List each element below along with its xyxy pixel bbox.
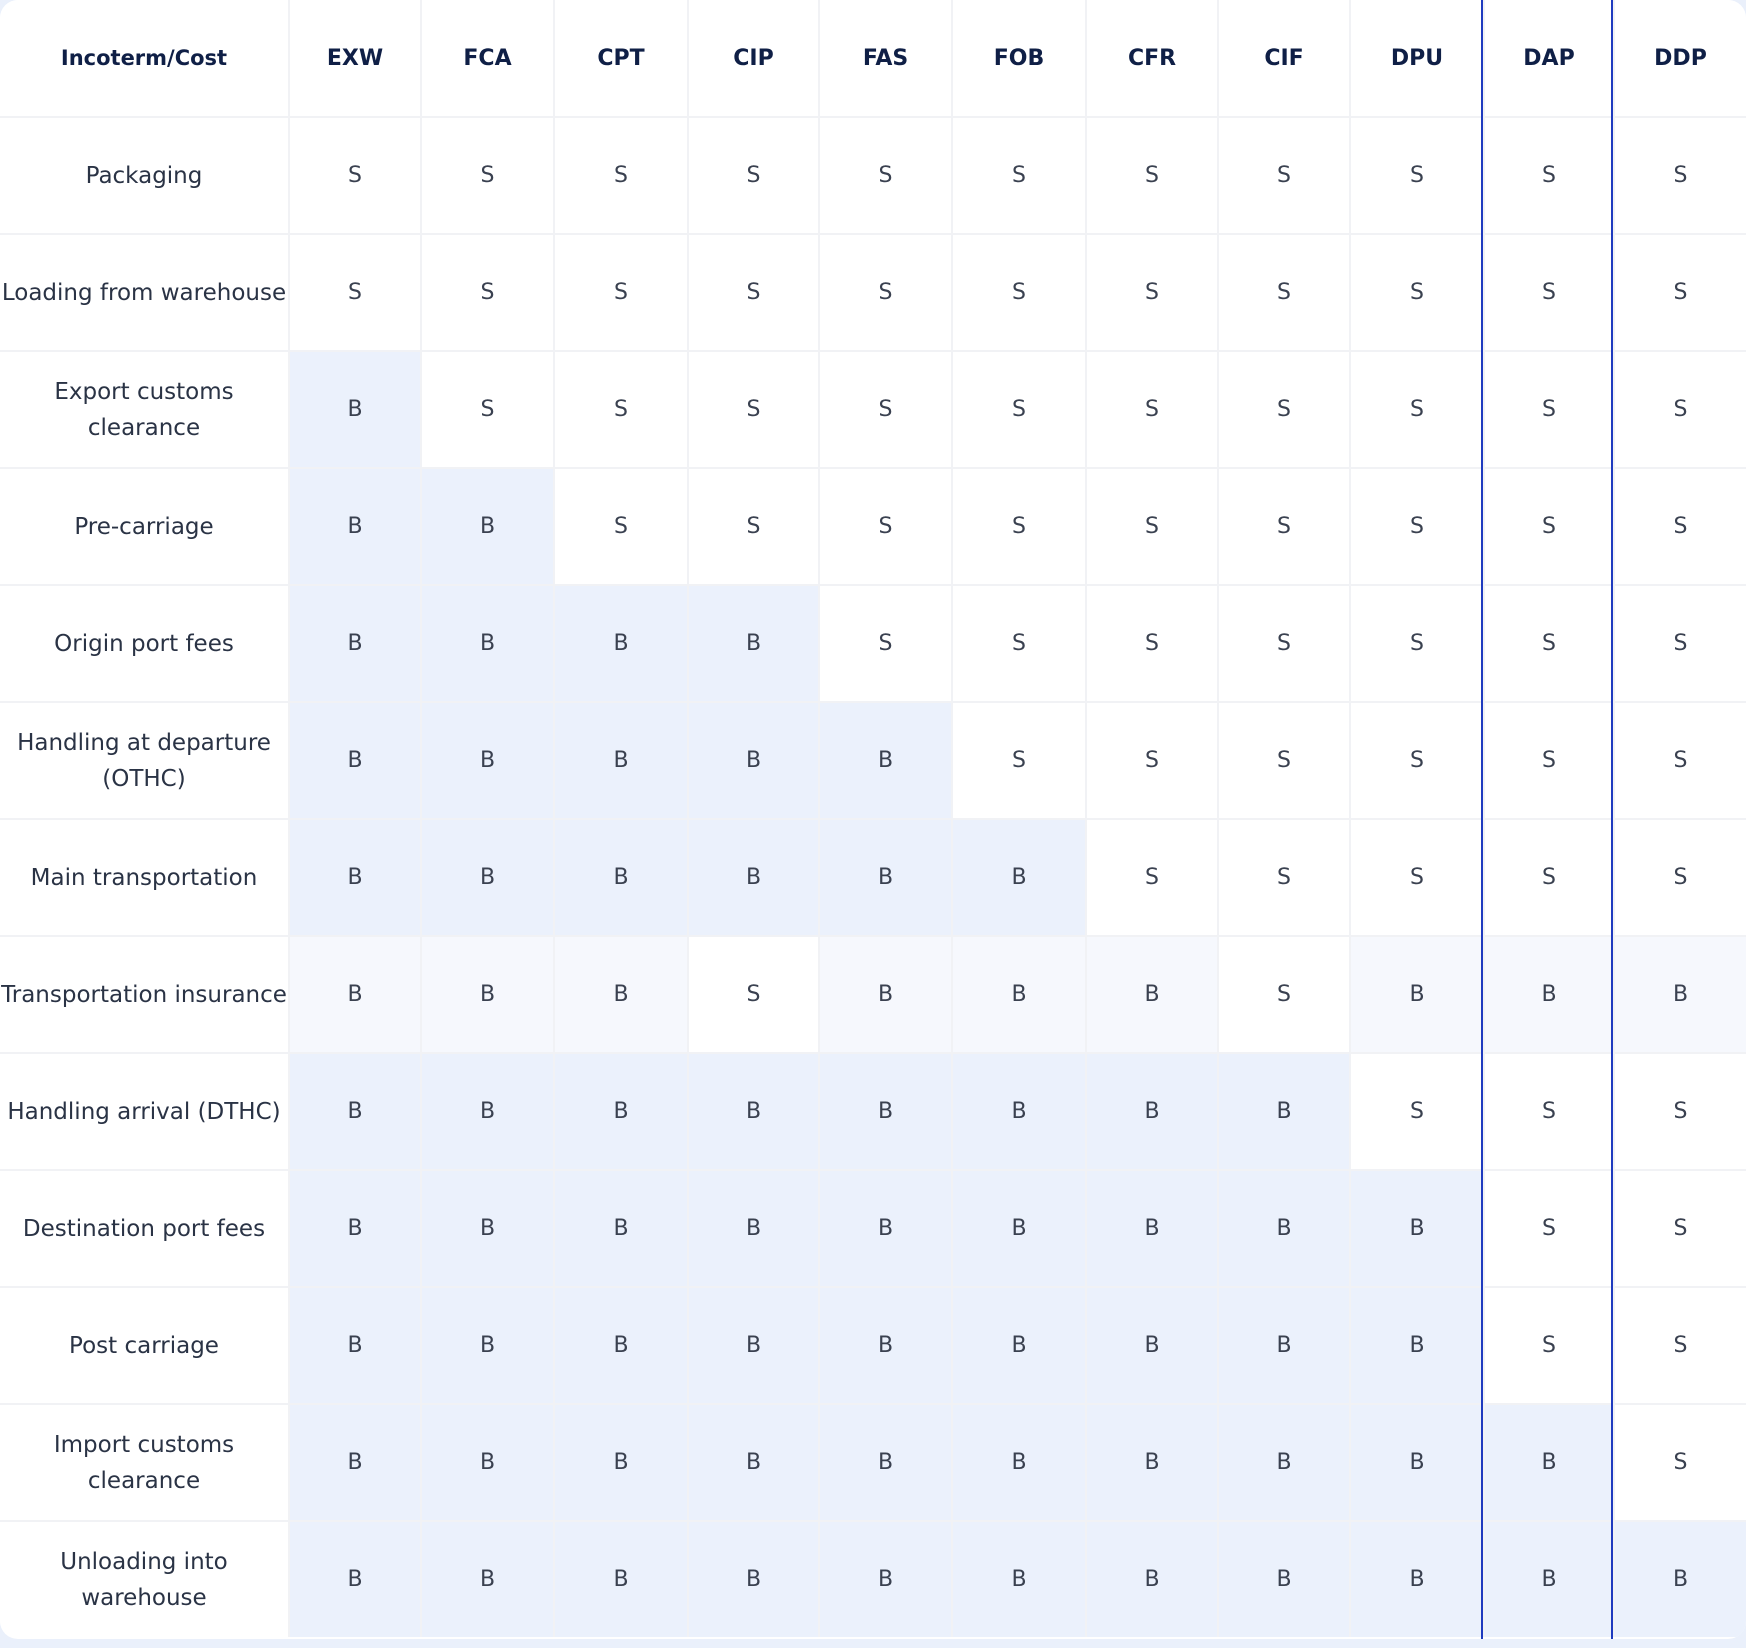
cell-fca: B (421, 1170, 554, 1287)
ddp-column-separator (1611, 0, 1613, 1639)
cell-dap: S (1484, 1170, 1614, 1287)
cell-ddp: S (1614, 702, 1746, 819)
cell-dpu: B (1350, 1287, 1484, 1404)
table-row (0, 1287, 1746, 1404)
table-body (0, 117, 1746, 1637)
row-label: Post carriage (0, 1287, 289, 1404)
row-label: Import customs clearance (0, 1404, 289, 1521)
row-label: Handling at departure (OTHC) (0, 702, 289, 819)
cell-cfr: B (1086, 1053, 1218, 1170)
cell-cfr: B (1086, 936, 1218, 1053)
cell-fas: B (819, 1053, 952, 1170)
cell-ddp: S (1614, 585, 1746, 702)
cell-cpt: B (554, 1404, 688, 1521)
cell-fca: B (421, 585, 554, 702)
cell-dap: B (1484, 936, 1614, 1053)
cell-cif: S (1218, 585, 1350, 702)
cell-fca: S (421, 351, 554, 468)
cell-cfr: B (1086, 1287, 1218, 1404)
column-header-dpu: DPU (1350, 0, 1484, 117)
cell-fca: B (421, 702, 554, 819)
table-row (0, 117, 1746, 234)
cell-dpu: S (1350, 117, 1484, 234)
cell-dap: S (1484, 819, 1614, 936)
cell-cfr: S (1086, 702, 1218, 819)
cell-dap: S (1484, 702, 1614, 819)
cell-fas: B (819, 1170, 952, 1287)
cell-cfr: B (1086, 1521, 1218, 1637)
cell-cpt: S (554, 468, 688, 585)
cell-cip: B (688, 1170, 819, 1287)
cell-ddp: S (1614, 117, 1746, 234)
cell-ddp: S (1614, 468, 1746, 585)
cell-dap: S (1484, 351, 1614, 468)
cell-cip: B (688, 1521, 819, 1637)
column-header-fob: FOB (952, 0, 1086, 117)
cell-cif: S (1218, 468, 1350, 585)
cell-fob: B (952, 1053, 1086, 1170)
cell-ddp: S (1614, 1053, 1746, 1170)
cell-dpu: S (1350, 351, 1484, 468)
cell-dap: S (1484, 117, 1614, 234)
cell-cip: B (688, 585, 819, 702)
cell-fob: S (952, 351, 1086, 468)
cell-cif: S (1218, 117, 1350, 234)
cell-ddp: B (1614, 1521, 1746, 1637)
column-header-cip: CIP (688, 0, 819, 117)
cell-cip: B (688, 1404, 819, 1521)
cell-fas: S (819, 468, 952, 585)
table-row (0, 1404, 1746, 1521)
column-header-fas: FAS (819, 0, 952, 117)
cell-cif: S (1218, 936, 1350, 1053)
table-row (0, 468, 1746, 585)
corner-header: Incoterm/Cost (0, 0, 289, 117)
row-label: Export customs clearance (0, 351, 289, 468)
cell-cip: S (688, 468, 819, 585)
cell-fas: S (819, 585, 952, 702)
cell-cpt: S (554, 351, 688, 468)
column-header-cfr: CFR (1086, 0, 1218, 117)
cell-cfr: S (1086, 117, 1218, 234)
cell-cfr: S (1086, 234, 1218, 351)
table-row (0, 702, 1746, 819)
cell-cfr: S (1086, 585, 1218, 702)
cell-fob: B (952, 936, 1086, 1053)
cell-cfr: S (1086, 351, 1218, 468)
cell-cif: B (1218, 1521, 1350, 1637)
cell-ddp: S (1614, 234, 1746, 351)
cell-fob: B (952, 819, 1086, 936)
cell-fas: S (819, 234, 952, 351)
cell-cpt: B (554, 936, 688, 1053)
cell-fas: B (819, 1404, 952, 1521)
cell-exw: B (289, 468, 421, 585)
cell-exw: B (289, 936, 421, 1053)
cell-exw: S (289, 234, 421, 351)
row-label: Destination port fees (0, 1170, 289, 1287)
cell-cfr: S (1086, 468, 1218, 585)
cell-exw: B (289, 702, 421, 819)
cell-exw: B (289, 585, 421, 702)
cell-cip: S (688, 117, 819, 234)
cell-dpu: S (1350, 702, 1484, 819)
cell-dpu: S (1350, 819, 1484, 936)
row-label: Handling arrival (DTHC) (0, 1053, 289, 1170)
table-row (0, 585, 1746, 702)
cell-cif: B (1218, 1404, 1350, 1521)
row-label: Main transportation (0, 819, 289, 936)
cell-cip: B (688, 1053, 819, 1170)
cell-exw: B (289, 1287, 421, 1404)
column-header-fca: FCA (421, 0, 554, 117)
cell-dap: B (1484, 1404, 1614, 1521)
cell-cpt: B (554, 819, 688, 936)
cell-cip: S (688, 936, 819, 1053)
column-header-dap: DAP (1484, 0, 1614, 117)
cell-cip: B (688, 819, 819, 936)
table-row (0, 351, 1746, 468)
dap-column-separator (1481, 0, 1483, 1639)
cell-fas: B (819, 936, 952, 1053)
cell-ddp: S (1614, 1287, 1746, 1404)
cell-fob: S (952, 117, 1086, 234)
cell-fas: B (819, 1287, 952, 1404)
cell-exw: B (289, 1053, 421, 1170)
cell-cfr: B (1086, 1404, 1218, 1521)
cell-dpu: B (1350, 936, 1484, 1053)
cell-fob: B (952, 1287, 1086, 1404)
cell-cif: B (1218, 1170, 1350, 1287)
cell-fca: B (421, 1287, 554, 1404)
cell-fas: S (819, 117, 952, 234)
cell-cif: S (1218, 819, 1350, 936)
cell-fca: B (421, 1404, 554, 1521)
row-label: Loading from warehouse (0, 234, 289, 351)
cell-fca: S (421, 117, 554, 234)
cell-cip: B (688, 702, 819, 819)
cell-cif: S (1218, 234, 1350, 351)
cell-exw: B (289, 819, 421, 936)
cell-dpu: S (1350, 1053, 1484, 1170)
cell-cpt: B (554, 1521, 688, 1637)
cell-dpu: B (1350, 1404, 1484, 1521)
cell-exw: S (289, 117, 421, 234)
column-header-cif: CIF (1218, 0, 1350, 117)
cell-fca: B (421, 468, 554, 585)
cell-dap: S (1484, 1287, 1614, 1404)
column-header-exw: EXW (289, 0, 421, 117)
row-label: Packaging (0, 117, 289, 234)
cell-dpu: B (1350, 1170, 1484, 1287)
cell-fas: B (819, 702, 952, 819)
table-row (0, 819, 1746, 936)
cell-fas: S (819, 351, 952, 468)
cell-cpt: S (554, 117, 688, 234)
cell-cif: S (1218, 702, 1350, 819)
table-row (0, 234, 1746, 351)
cell-dap: B (1484, 1521, 1614, 1637)
table-row (0, 1053, 1746, 1170)
cell-cfr: S (1086, 819, 1218, 936)
cell-ddp: S (1614, 351, 1746, 468)
cell-ddp: S (1614, 819, 1746, 936)
row-label: Unloading into warehouse (0, 1521, 289, 1637)
table-row (0, 936, 1746, 1053)
header-row (0, 0, 1746, 117)
row-label: Transportation insurance (0, 936, 289, 1053)
cell-dpu: S (1350, 468, 1484, 585)
cell-cip: B (688, 1287, 819, 1404)
cell-fca: B (421, 819, 554, 936)
cell-exw: B (289, 351, 421, 468)
cell-fas: B (819, 819, 952, 936)
cell-ddp: S (1614, 1170, 1746, 1287)
cell-cpt: B (554, 1170, 688, 1287)
column-header-ddp: DDP (1614, 0, 1746, 117)
table-row (0, 1521, 1746, 1637)
cell-fob: B (952, 1404, 1086, 1521)
row-label: Origin port fees (0, 585, 289, 702)
cell-fob: S (952, 468, 1086, 585)
cell-fob: B (952, 1170, 1086, 1287)
cell-fob: S (952, 585, 1086, 702)
cell-cfr: B (1086, 1170, 1218, 1287)
cell-fca: S (421, 234, 554, 351)
table-row (0, 1170, 1746, 1287)
cell-cif: B (1218, 1287, 1350, 1404)
cell-cif: S (1218, 351, 1350, 468)
cell-fob: S (952, 702, 1086, 819)
cell-dpu: S (1350, 234, 1484, 351)
column-header-cpt: CPT (554, 0, 688, 117)
cell-exw: B (289, 1170, 421, 1287)
cell-cpt: S (554, 234, 688, 351)
cell-cif: B (1218, 1053, 1350, 1170)
cell-cpt: B (554, 585, 688, 702)
cell-cpt: B (554, 1053, 688, 1170)
cell-cip: S (688, 351, 819, 468)
cell-dap: S (1484, 234, 1614, 351)
cell-cpt: B (554, 1287, 688, 1404)
cell-dpu: S (1350, 585, 1484, 702)
cell-fca: B (421, 1521, 554, 1637)
cell-cpt: B (554, 702, 688, 819)
cell-dap: S (1484, 1053, 1614, 1170)
cell-exw: B (289, 1521, 421, 1637)
cell-exw: B (289, 1404, 421, 1521)
cell-fob: S (952, 234, 1086, 351)
cell-cip: S (688, 234, 819, 351)
cell-dpu: B (1350, 1521, 1484, 1637)
row-label: Pre-carriage (0, 468, 289, 585)
cell-fas: B (819, 1521, 952, 1637)
cell-dap: S (1484, 468, 1614, 585)
cell-ddp: S (1614, 1404, 1746, 1521)
cell-ddp: B (1614, 936, 1746, 1053)
cell-dap: S (1484, 585, 1614, 702)
cell-fob: B (952, 1521, 1086, 1637)
cell-fca: B (421, 1053, 554, 1170)
cell-fca: B (421, 936, 554, 1053)
